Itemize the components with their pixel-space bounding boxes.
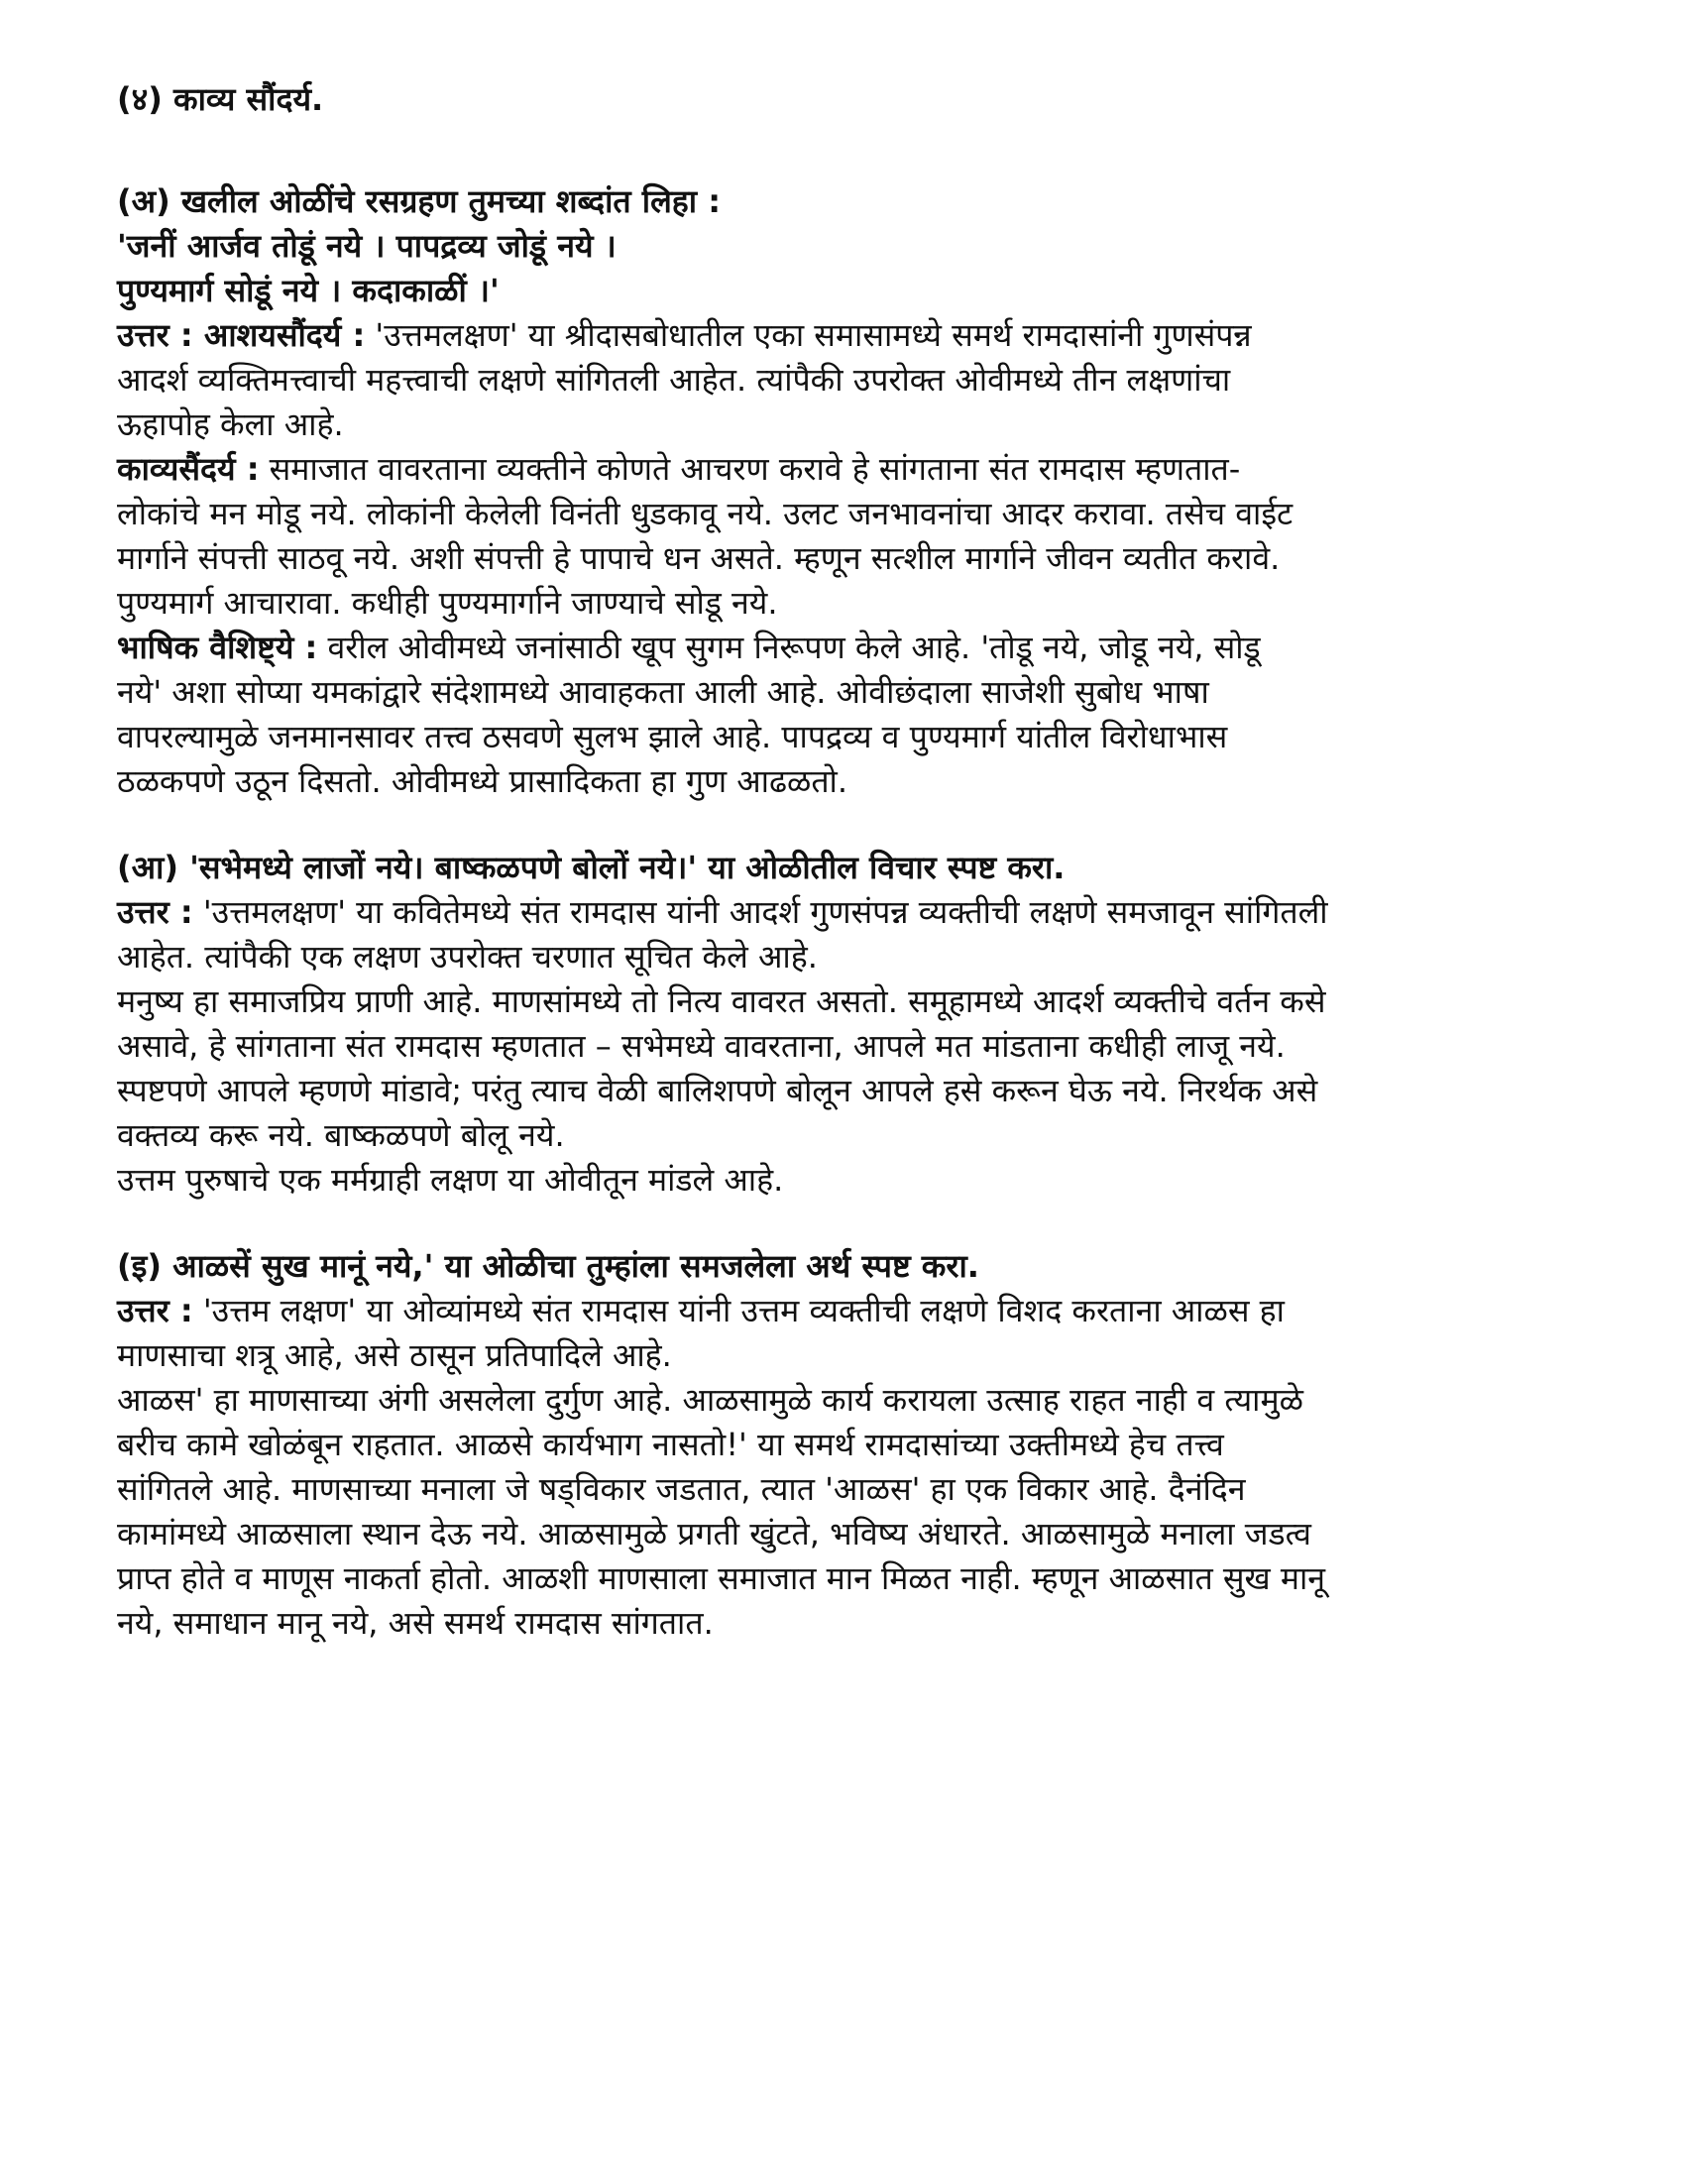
- answer-line: सांगितले आहे. माणसाच्या मनाला जे षड्विकार जडतात, त्यात 'आळस' हा एक विकार आहे. दैनंदिन: [117, 1470, 1246, 1508]
- question-aa: (आ) 'सभेमध्ये लाजों नये। बाष्कळपणे बोलों नये।' या ओळीतील विचार स्पष्ट करा.: [117, 849, 1066, 886]
- spacer: [117, 122, 1584, 179]
- answer-label: उत्तर :: [117, 893, 193, 931]
- spacer: [117, 1203, 1584, 1244]
- answer-line: असावे, हे सांगताना संत रामदास म्हणतात – सभेमध्ये वावरताना, आपले मत मांडताना कधीही लाजू नये.: [117, 1027, 1286, 1065]
- bhashik-line: नये' अशा सोप्या यमकांद्वारे संदेशामध्ये आवाहकता आली आहे. ओवीछंदाला साजेशी सुबोध भाषा: [117, 673, 1209, 711]
- answer-line: [117, 313, 1584, 358]
- section-title: (४) काव्य सौंदर्य.: [117, 80, 324, 118]
- answer-label: उत्तर :: [117, 1292, 193, 1329]
- answer-line: माणसाचा शत्रू आहे, असे ठासून प्रतिपादिले आहे.: [117, 1336, 672, 1374]
- bhashik-line: ठळकपणे उठून दिसतो. ओवीमध्ये प्रासादिकता हा गुण आढळतो.: [117, 762, 848, 800]
- kavya-line: लोकांचे मन मोडू नये. लोकांनी केलेली विनंती धुडकावू नये. उलट जनभावनांचा आदर करावा. तसेच वाईट: [117, 495, 1294, 532]
- answer-text: 'उत्तमलक्षण' या कवितेमध्ये संत रामदास यांनी आदर्श गुणसंपन्न व्यक्तीची लक्षणे समजावून सांगितली: [192, 893, 1328, 931]
- kavya-line: मार्गाने संपत्ती साठवू नये. अशी संपत्ती हे पापाचे धन असते. म्हणून सत्शील मार्गाने जीवन व्यतीत करावे.: [117, 539, 1281, 577]
- answer-line: प्राप्त होते व माणूस नाकर्ता होतो. आळशी माणसाला समाजात मान मिळत नाही. म्हणून आळसात सुख मानू: [117, 1559, 1326, 1597]
- kavya-line: [117, 447, 1584, 492]
- answer-line: आळस' हा माणसाच्या अंगी असलेला दुर्गुण आहे. आळसामुळे कार्य करायला उत्साह राहत नाही व त्यामुळे: [117, 1381, 1303, 1419]
- question-i: (इ) आळसें सुख मानूं नये,' या ओळीचा तुम्हांला समजलेला अर्थ स्पष्ट करा.: [117, 1247, 979, 1285]
- answer-line: आहेत. त्यांपैकी एक लक्षण उपरोक्त चरणात सूचित केले आहे.: [117, 938, 818, 976]
- verse-line-1: 'जनीं आर्जव तोडूं नये । पापद्रव्य जोडूं नये ।: [117, 227, 617, 265]
- answer-line: कामांमध्ये आळसाला स्थान देऊ नये. आळसामुळे प्रगती खुंटते, भविष्य अंधारते. आळसामुळे मनाला जडत्व: [117, 1515, 1311, 1552]
- question-block-i: [117, 1244, 1584, 1646]
- answer-line: [117, 890, 1584, 935]
- question-block-a: [117, 179, 1584, 804]
- answer-line: वक्तव्य करू नये. बाष्कळपणे बोलू नये.: [117, 1116, 565, 1154]
- spacer: [117, 804, 1584, 846]
- kavya-label: काव्यसैंदर्य :: [117, 450, 260, 488]
- answer-line: बरीच कामे खोळंबून राहतात. आळसे कार्यभाग नासतो!' या समर्थ रामदासांच्या उक्तीमध्ये हेच तत्त्व: [117, 1426, 1224, 1463]
- document-page: [117, 77, 1584, 1646]
- bhashik-text: वरील ओवीमध्ये जनांसाठी खूप सुगम निरूपण केले आहे. 'तोडू नये, जोडू नये, सोडू: [317, 629, 1261, 666]
- answer-text: 'उत्तम लक्षण' या ओव्यांमध्ये संत रामदास यांनी उत्तम व्यक्तीची लक्षणे विशद करताना आळस हा: [192, 1292, 1285, 1329]
- answer-line: मनुष्य हा समाजप्रिय प्राणी आहे. माणसांमध्ये तो नित्य वावरत असतो. समूहामध्ये आदर्श व्यक्तीचे वर्तन कसे: [117, 982, 1326, 1020]
- question-a: (अ) खलील ओळींचे रसग्रहण तुमच्या शब्दांत लिहा :: [117, 182, 721, 220]
- answer-line: आदर्श व्यक्तिमत्त्वाची महत्त्वाची लक्षणे सांगितली आहेत. त्यांपैकी उपरोक्त ओवीमध्ये तीन लक्षणांचा: [117, 361, 1231, 399]
- kavya-text: समाजात वावरताना व्यक्तीने कोणते आचरण करावे हे सांगताना संत रामदास म्हणतात-: [259, 450, 1241, 488]
- bhashik-line: [117, 626, 1584, 670]
- answer-line: उत्तम पुरुषाचे एक मर्मग्राही लक्षण या ओवीतून मांडले आहे.: [117, 1161, 784, 1199]
- verse-line-2: पुण्यमार्ग सोडूं नये । कदाकाळीं ।': [117, 272, 500, 309]
- answer-line: ऊहापोह केला आहे.: [117, 405, 344, 443]
- bhashik-line: वापरल्यामुळे जनमानसावर तत्त्व ठसवणे सुलभ झाले आहे. पापद्रव्य व पुण्यमार्ग यांतील विरोधाभास: [117, 718, 1228, 755]
- answer-line: नये, समाधान मानू नये, असे समर्थ रामदास सांगतात.: [117, 1604, 714, 1642]
- kavya-line: पुण्यमार्ग आचारावा. कधीही पुण्यमार्गाने जाण्याचे सोडू नये.: [117, 584, 778, 622]
- answer-line: स्पष्टपणे आपले म्हणणे मांडावे; परंतु त्याच वेळी बालिशपणे बोलून आपले हसे करून घेऊ नये. निरर्थक असे: [117, 1072, 1318, 1109]
- answer-text: 'उत्तमलक्षण' या श्रीदासबोधातील एका समासामध्ये समर्थ रामदासांनी गुणसंपन्न: [365, 316, 1252, 354]
- question-block-aa: [117, 846, 1584, 1203]
- answer-line: [117, 1289, 1584, 1333]
- answer-label: उत्तर : आशयसौंदर्य :: [117, 316, 366, 354]
- bhashik-label: भाषिक वैशिष्ट्ये :: [117, 629, 318, 666]
